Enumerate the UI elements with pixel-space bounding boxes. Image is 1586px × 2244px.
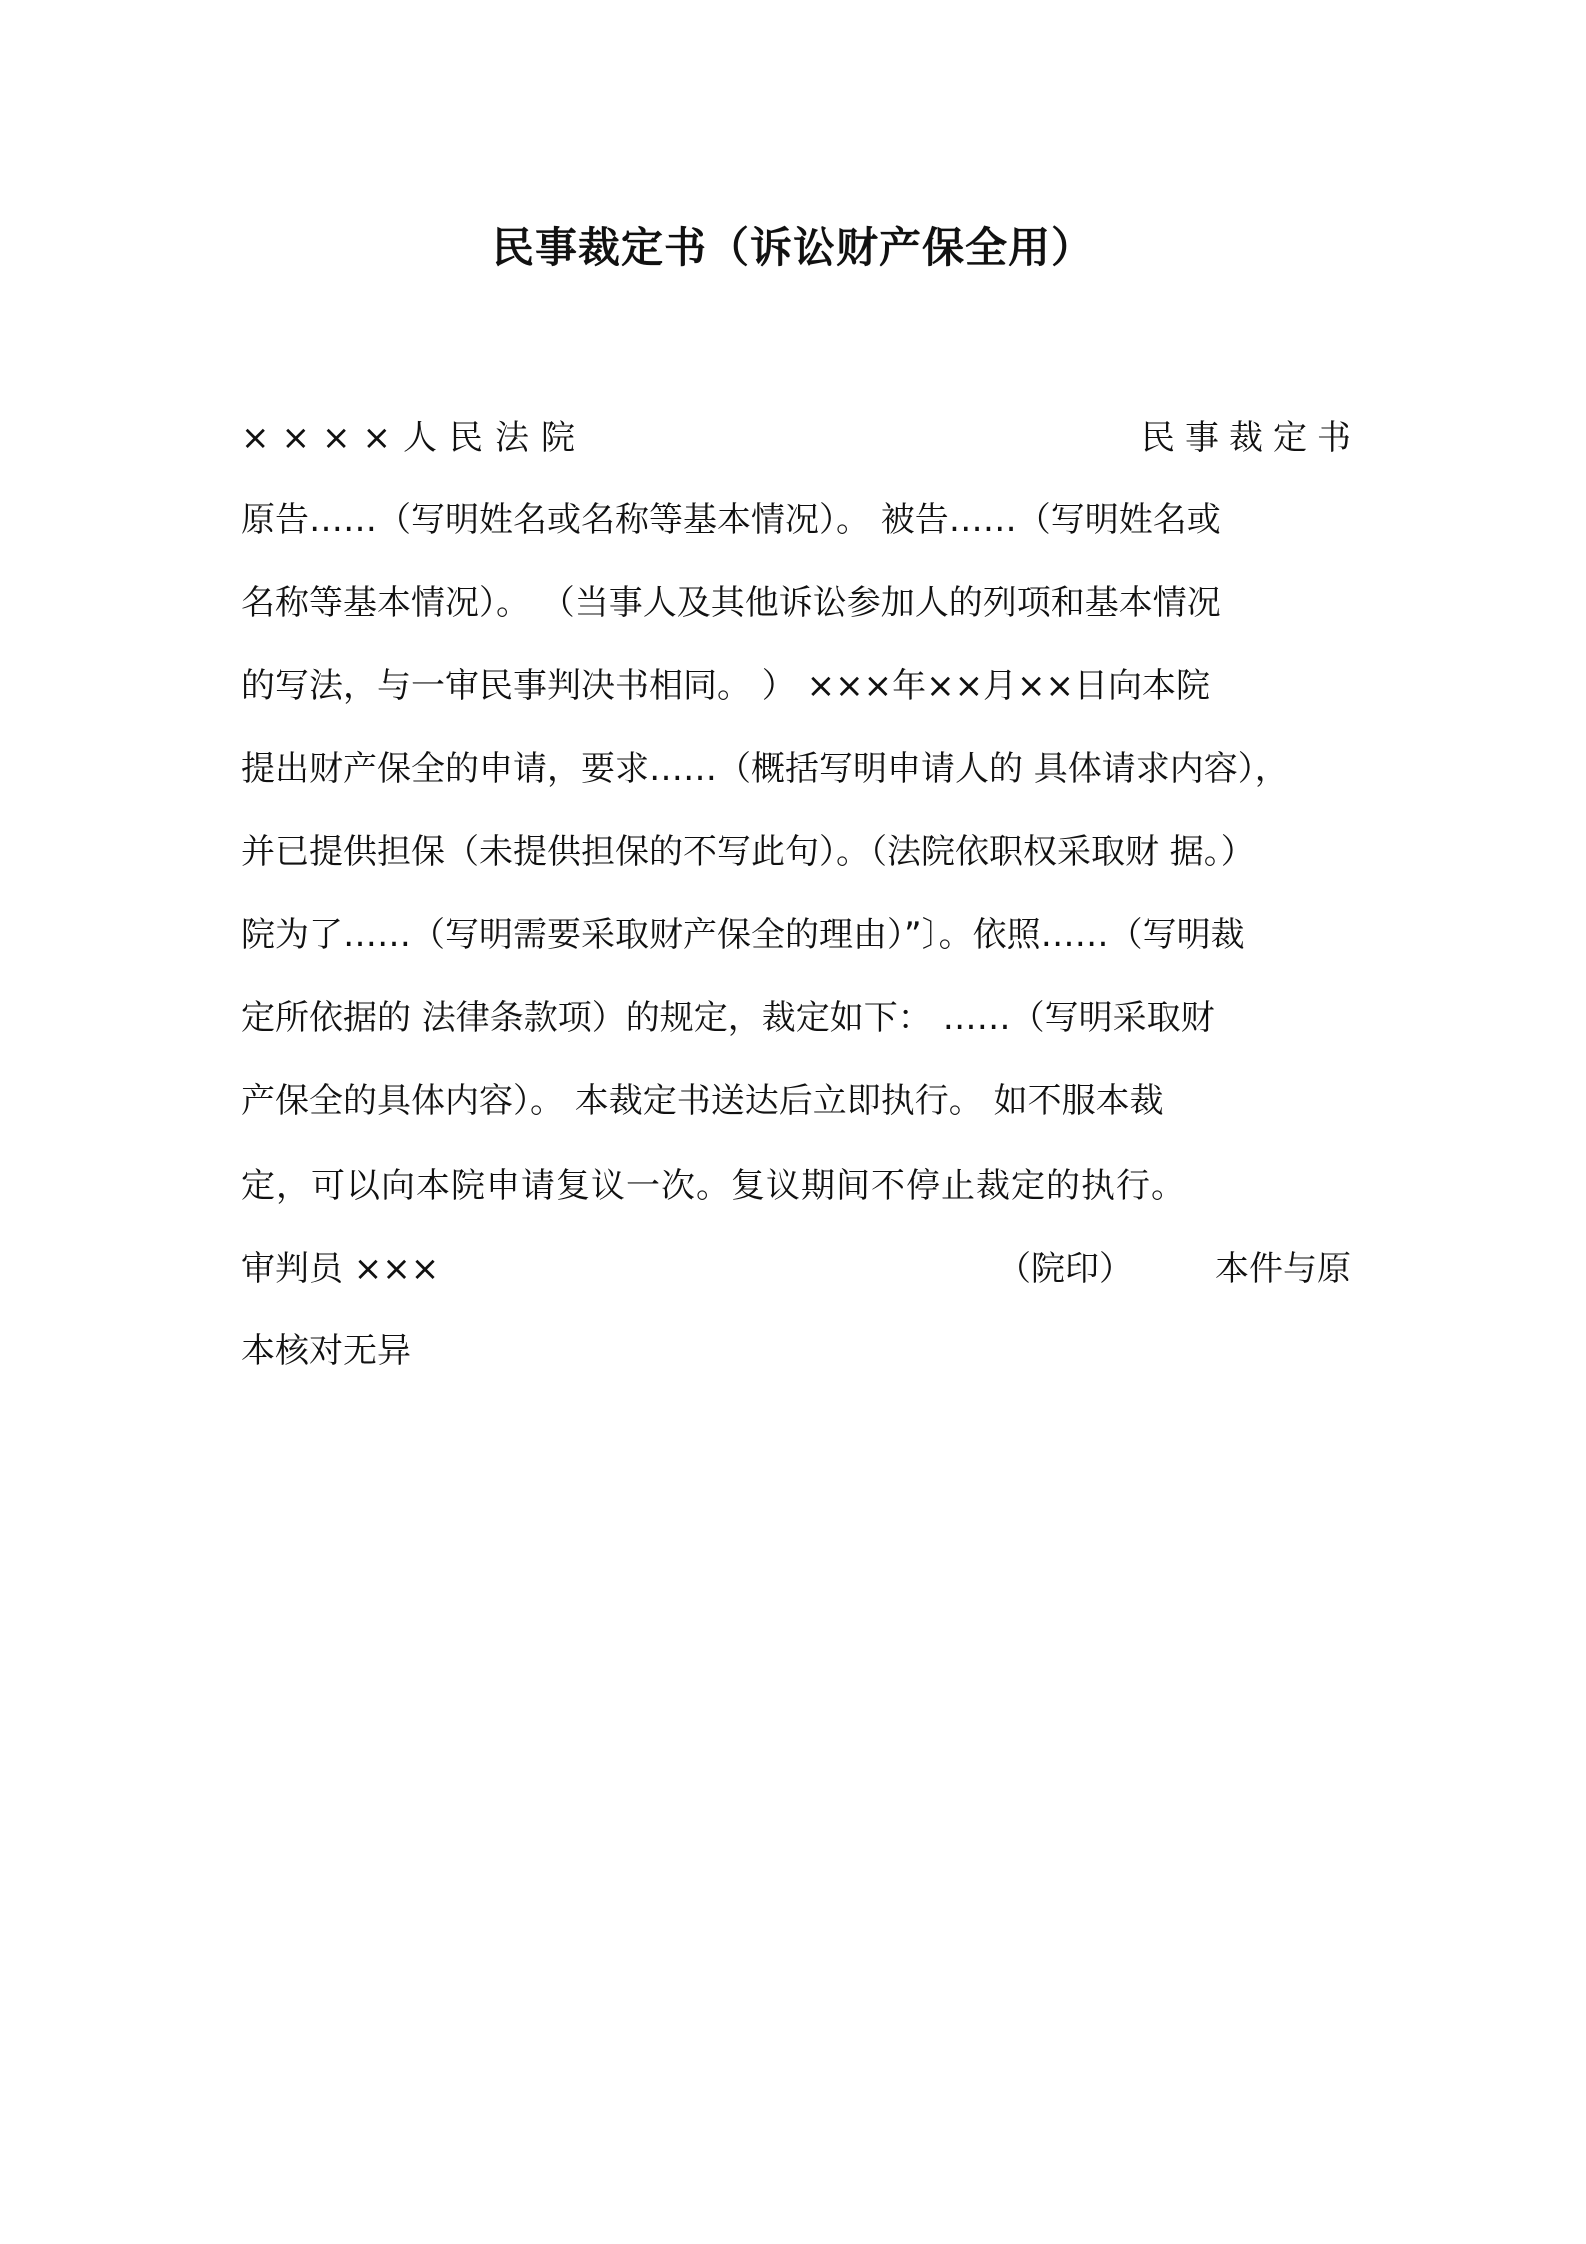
- signature-row: [241, 1249, 1351, 1289]
- body-line: 定所依据的 法律条款项）的规定，裁定如下： ……（写明采取财: [241, 998, 1215, 1038]
- body-line: 产保全的具体内容）。 本裁定书送达后立即执行。 如不服本裁: [241, 1081, 1164, 1121]
- court-name: ××××人民法院: [241, 418, 587, 458]
- body-line: 并已提供担保（未提供担保的不写此句）。（法院依职权采取财 据。）: [241, 832, 1255, 872]
- body-line: 院为了……（写明需要采取财产保全的理由）”〕。依照……（写明裁: [241, 915, 1245, 955]
- body-line: 提出财产保全的申请，要求……（概括写明申请人的 具体请求内容），: [241, 749, 1289, 789]
- court-seal: （院印）: [997, 1249, 1133, 1289]
- header-row: [241, 418, 1361, 458]
- body-line: 的写法，与一审民事判决书相同。 ） ×××年××月××日向本院: [241, 666, 1211, 706]
- verification-note: 本件与原: [1215, 1249, 1351, 1289]
- verification-note-cont: 本核对无异: [241, 1331, 411, 1371]
- judge-line: 审判员 ×××: [241, 1249, 440, 1289]
- body-line: 定，可以向本院申请复议一次。复议期间不停止裁定的执行。: [241, 1166, 1186, 1206]
- seal-group: [997, 1249, 1351, 1289]
- doc-type: 民事裁定书: [1141, 418, 1361, 458]
- body-line: 原告……（写明姓名或名称等基本情况）。 被告……（写明姓名或: [241, 500, 1221, 540]
- document-title: 民事裁定书（诉讼财产保全用）: [491, 223, 1094, 272]
- body-line: 名称等基本情况）。 （当事人及其他诉讼参加人的列项和基本情况: [241, 583, 1221, 623]
